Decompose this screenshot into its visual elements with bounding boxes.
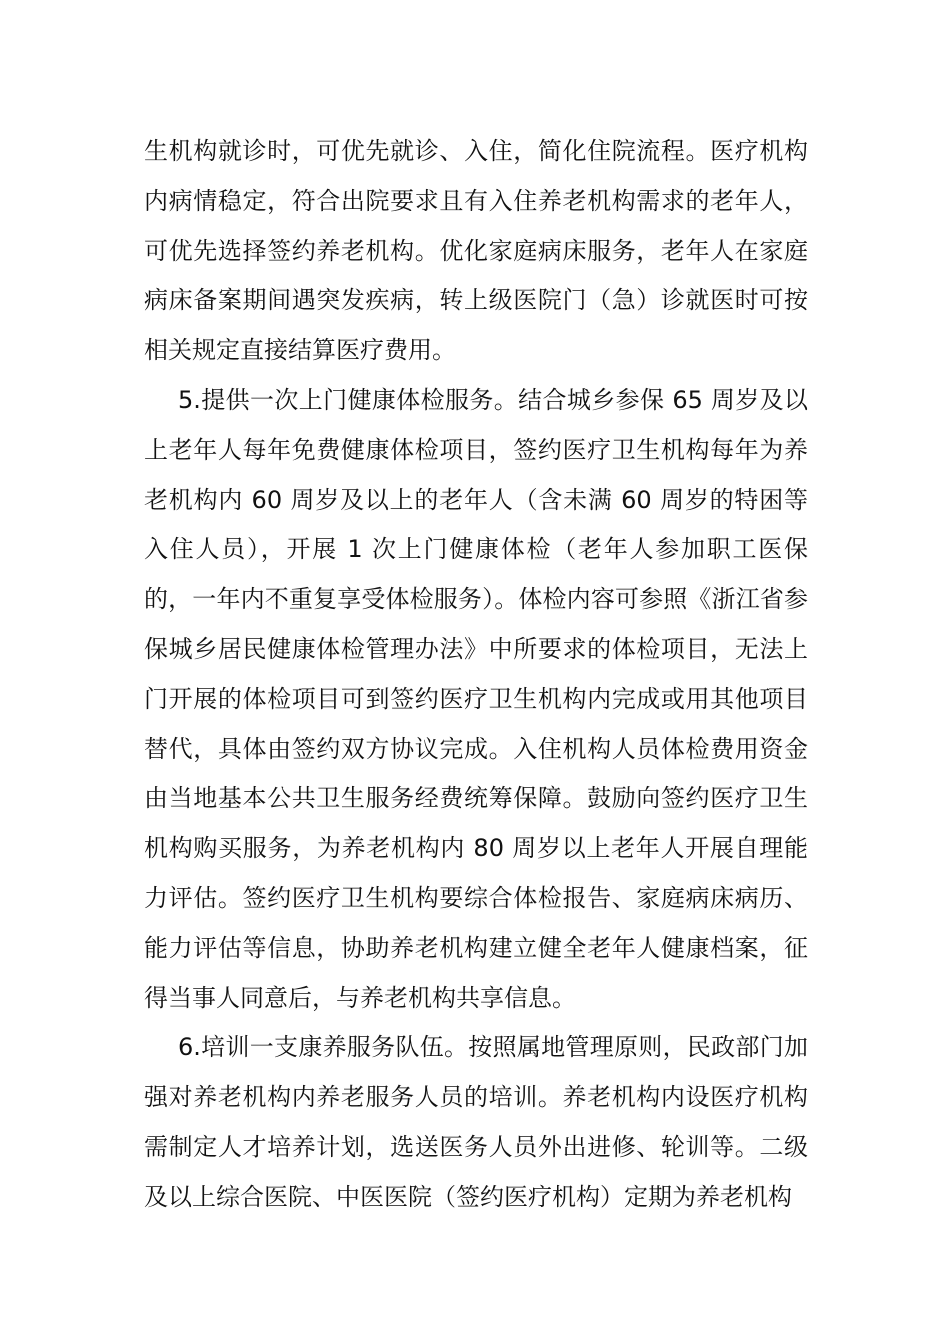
paragraph-item-5: 5.提供一次上门健康体检服务。结合城乡参保 65 周岁及以上老年人每年免费健康体检项目，签约医疗卫生机构每年为养老机构内 60 周岁及以上的老年人（含未满 60 周岁的特困等入住人员），开展 1 次上门健康体检（老年人参加职工医保的，一年内不重复享受体检服务）。体检内容可参照《浙江省参保城乡居民健康体检管理办法》中所要求的体检项目，无法上门开展的体检项目可到签约医疗卫生机构内完成或用其他项目替代，具体由签约双方协议完成。入住机构人员体检费用资金由当地基本公共卫生服务经费统筹保障。鼓励向签约医疗卫生机构购买服务，为养老机构内 80 周岁以上老年人开展自理能力评估。签约医疗卫生机构要综合体检报告、家庭病床病历、能力评估等信息，协助养老机构建立健全老年人健康档案，征得当事人同意后，与养老机构共享信息。 <box>144 385 808 1012</box>
paragraph-continuation: 生机构就诊时，可优先就诊、入住，简化住院流程。医疗机构内病情稳定，符合出院要求且有入住养老机构需求的老年人，可优先选择签约养老机构。优化家庭病床服务，老年人在家庭病床备案期间遇突发疾病，转上级医院门（急）诊就医时可按相关规定直接结算医疗费用。 <box>144 137 808 365</box>
document-body <box>144 127 808 1223</box>
paragraph-item-6: 6.培训一支康养服务队伍。按照属地管理原则，民政部门加强对养老机构内养老服务人员的培训。养老机构内设医疗机构需制定人才培养计划，选送医务人员外出进修、轮训等。二级及以上综合医院、中医医院（签约医疗机构）定期为养老机构 <box>144 1033 808 1211</box>
